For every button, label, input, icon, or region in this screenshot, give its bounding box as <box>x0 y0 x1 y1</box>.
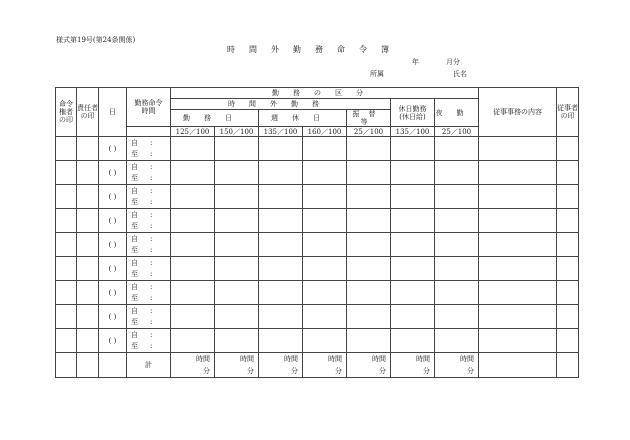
hours-cell[interactable] <box>303 161 347 185</box>
hours-cell[interactable] <box>391 185 435 209</box>
table-row <box>56 257 579 281</box>
day-cell[interactable]: ( ) <box>99 281 127 305</box>
table-row <box>56 281 579 305</box>
time-range-cell[interactable]: 自 : 至 : <box>127 185 171 209</box>
time-range-cell[interactable]: 自 : 至 : <box>127 161 171 185</box>
order-seal-cell[interactable] <box>56 257 77 281</box>
worker-seal-cell[interactable] <box>557 281 579 305</box>
day-cell[interactable]: ( ) <box>99 185 127 209</box>
hours-cell[interactable] <box>391 209 435 233</box>
day-cell[interactable]: ( ) <box>99 305 127 329</box>
hours-cell[interactable] <box>171 305 215 329</box>
hours-cell[interactable] <box>215 161 259 185</box>
table-row <box>56 209 579 233</box>
hours-cell[interactable] <box>171 233 215 257</box>
total-hours-cell[interactable]: 時間 分 <box>215 353 259 378</box>
table-row <box>56 305 579 329</box>
hours-cell[interactable] <box>435 209 479 233</box>
hours-cell[interactable] <box>435 161 479 185</box>
duty-cell[interactable] <box>479 161 557 185</box>
table-row <box>56 161 579 185</box>
duty-cell[interactable] <box>479 257 557 281</box>
duty-header: 従事事務の内容 <box>479 88 557 137</box>
hours-cell[interactable] <box>391 281 435 305</box>
resp-seal-header: 責任者の印 <box>77 88 99 137</box>
hours-cell[interactable] <box>435 185 479 209</box>
hours-cell[interactable] <box>347 305 391 329</box>
hours-cell[interactable] <box>391 257 435 281</box>
worker-seal-cell[interactable] <box>557 185 579 209</box>
day-cell[interactable]: ( ) <box>99 137 127 161</box>
hours-cell[interactable] <box>435 305 479 329</box>
hours-cell[interactable] <box>347 233 391 257</box>
worker-seal-header: 従事者の印 <box>557 88 579 137</box>
worker-seal-cell[interactable] <box>557 257 579 281</box>
hours-cell[interactable] <box>259 185 303 209</box>
time-range-cell[interactable]: 自 : 至 : <box>127 209 171 233</box>
table-row <box>56 137 579 161</box>
hours-cell[interactable] <box>259 257 303 281</box>
hours-cell[interactable] <box>347 329 391 353</box>
hours-cell[interactable] <box>171 257 215 281</box>
page-title: 時間外勤務命令簿 <box>227 45 403 54</box>
hours-cell[interactable] <box>171 161 215 185</box>
hours-cell[interactable] <box>347 161 391 185</box>
resp-seal-cell[interactable] <box>77 137 99 161</box>
resp-seal-cell[interactable] <box>77 233 99 257</box>
worker-seal-cell[interactable] <box>557 161 579 185</box>
hours-cell[interactable] <box>303 281 347 305</box>
hours-cell[interactable] <box>391 329 435 353</box>
order-seal-header: 命令権者の印 <box>56 88 77 137</box>
order-seal-cell[interactable] <box>56 137 77 161</box>
rate-blank <box>127 127 171 137</box>
order-seal-cell[interactable] <box>56 233 77 257</box>
worker-seal-cell[interactable] <box>557 209 579 233</box>
duty-cell[interactable] <box>479 209 557 233</box>
hours-cell[interactable] <box>171 329 215 353</box>
order-seal-cell[interactable] <box>56 209 77 233</box>
hours-cell[interactable] <box>303 257 347 281</box>
total-blank <box>99 353 127 378</box>
resp-seal-cell[interactable] <box>77 257 99 281</box>
rate-cell: 150／100 <box>215 127 259 137</box>
time-range-cell[interactable]: 自 : 至 : <box>127 257 171 281</box>
overtime-header: 時間外勤務 <box>171 99 391 110</box>
hours-cell[interactable] <box>259 161 303 185</box>
form-number: 様式第19号(第24条関係) <box>56 36 136 44</box>
hours-cell[interactable] <box>303 185 347 209</box>
order-seal-cell[interactable] <box>56 305 77 329</box>
rate-cell: 135／100 <box>259 127 303 137</box>
rate-cell: 25／100 <box>347 127 391 137</box>
hours-cell[interactable] <box>303 233 347 257</box>
time-range-cell[interactable]: 自 : 至 : <box>127 305 171 329</box>
hours-cell[interactable] <box>215 305 259 329</box>
hours-cell[interactable] <box>347 137 391 161</box>
total-hours-cell[interactable]: 時間 分 <box>347 353 391 378</box>
worker-seal-cell[interactable] <box>557 329 579 353</box>
table-row <box>56 329 579 353</box>
hours-cell[interactable] <box>347 257 391 281</box>
total-hours-cell[interactable]: 時間 分 <box>303 353 347 378</box>
hours-cell[interactable] <box>347 209 391 233</box>
rate-cell: 25／100 <box>435 127 479 137</box>
hours-cell[interactable] <box>303 209 347 233</box>
rate-cell: 135／100 <box>391 127 435 137</box>
hours-cell[interactable] <box>347 281 391 305</box>
duty-cell[interactable] <box>479 329 557 353</box>
order-seal-cell[interactable] <box>56 329 77 353</box>
hours-cell[interactable] <box>171 185 215 209</box>
overtime-order-table <box>55 87 579 378</box>
substitute-header: 振替等 <box>347 110 391 127</box>
resp-seal-cell[interactable] <box>77 161 99 185</box>
hours-cell[interactable] <box>347 185 391 209</box>
resp-seal-cell[interactable] <box>77 329 99 353</box>
hours-cell[interactable] <box>435 233 479 257</box>
order-seal-cell[interactable] <box>56 161 77 185</box>
time-range-cell[interactable]: 自 : 至 : <box>127 137 171 161</box>
order-seal-cell[interactable] <box>56 281 77 305</box>
hours-cell[interactable] <box>259 233 303 257</box>
day-cell[interactable]: ( ) <box>99 329 127 353</box>
hours-cell[interactable] <box>303 137 347 161</box>
duty-cell[interactable] <box>479 305 557 329</box>
hours-cell[interactable] <box>303 329 347 353</box>
total-blank <box>56 353 77 378</box>
worker-seal-cell[interactable] <box>557 233 579 257</box>
hours-cell[interactable] <box>171 209 215 233</box>
hours-cell[interactable] <box>259 281 303 305</box>
time-range-cell[interactable]: 自 : 至 : <box>127 281 171 305</box>
duty-cell[interactable] <box>479 185 557 209</box>
table-row <box>56 185 579 209</box>
total-blank <box>557 353 579 378</box>
worker-seal-cell[interactable] <box>557 305 579 329</box>
hours-cell[interactable] <box>171 281 215 305</box>
hours-cell[interactable] <box>259 137 303 161</box>
hours-cell[interactable] <box>435 281 479 305</box>
rate-cell: 125／100 <box>171 127 215 137</box>
time-range-cell[interactable]: 自 : 至 : <box>127 329 171 353</box>
time-range-cell[interactable]: 自 : 至 : <box>127 233 171 257</box>
hours-cell[interactable] <box>391 137 435 161</box>
hours-cell[interactable] <box>391 305 435 329</box>
hours-cell[interactable] <box>215 281 259 305</box>
duty-cell[interactable] <box>479 281 557 305</box>
rate-cell: 160／100 <box>303 127 347 137</box>
hours-cell[interactable] <box>435 257 479 281</box>
hours-cell[interactable] <box>391 161 435 185</box>
order-time-header: 勤務命令 時間 <box>127 88 171 127</box>
day-cell[interactable]: ( ) <box>99 161 127 185</box>
day-header: 日 <box>99 88 127 137</box>
hours-cell[interactable] <box>391 233 435 257</box>
hours-cell[interactable] <box>215 209 259 233</box>
night-header: 夜勤 <box>435 99 479 127</box>
resp-seal-cell[interactable] <box>77 209 99 233</box>
hours-cell[interactable] <box>215 329 259 353</box>
workday-header: 勤務日 <box>171 110 259 127</box>
month-label: 月分 <box>446 58 460 66</box>
name-label: 氏名 <box>453 70 467 78</box>
hours-cell[interactable] <box>215 233 259 257</box>
hours-cell[interactable] <box>215 137 259 161</box>
resp-seal-cell[interactable] <box>77 305 99 329</box>
hours-cell[interactable] <box>171 137 215 161</box>
duty-cell[interactable] <box>479 137 557 161</box>
hours-cell[interactable] <box>215 257 259 281</box>
hours-cell[interactable] <box>435 329 479 353</box>
day-cell[interactable]: ( ) <box>99 209 127 233</box>
total-hours-cell[interactable]: 時間 分 <box>435 353 479 378</box>
holiday-work-header: 休日勤務 (休日給) <box>391 99 435 127</box>
hours-cell[interactable] <box>259 209 303 233</box>
hours-cell[interactable] <box>259 329 303 353</box>
hours-cell[interactable] <box>215 185 259 209</box>
department-label: 所属 <box>370 70 384 78</box>
table-row <box>56 233 579 257</box>
hours-cell[interactable] <box>303 305 347 329</box>
duty-cell[interactable] <box>479 233 557 257</box>
total-blank <box>77 353 99 378</box>
day-cell[interactable]: ( ) <box>99 257 127 281</box>
hours-cell[interactable] <box>435 137 479 161</box>
day-cell[interactable]: ( ) <box>99 233 127 257</box>
resp-seal-cell[interactable] <box>77 281 99 305</box>
order-seal-cell[interactable] <box>56 185 77 209</box>
total-hours-cell[interactable]: 時間 分 <box>259 353 303 378</box>
weekly-off-header: 週休日 <box>259 110 347 127</box>
year-label: 年 <box>412 58 419 66</box>
total-row <box>56 353 579 378</box>
work-class-header: 勤務の区分 <box>171 88 479 99</box>
resp-seal-cell[interactable] <box>77 185 99 209</box>
worker-seal-cell[interactable] <box>557 137 579 161</box>
total-label: 計 <box>127 353 171 378</box>
hours-cell[interactable] <box>259 305 303 329</box>
total-blank <box>479 353 557 378</box>
total-hours-cell[interactable]: 時間 分 <box>391 353 435 378</box>
total-hours-cell[interactable]: 時間 分 <box>171 353 215 378</box>
